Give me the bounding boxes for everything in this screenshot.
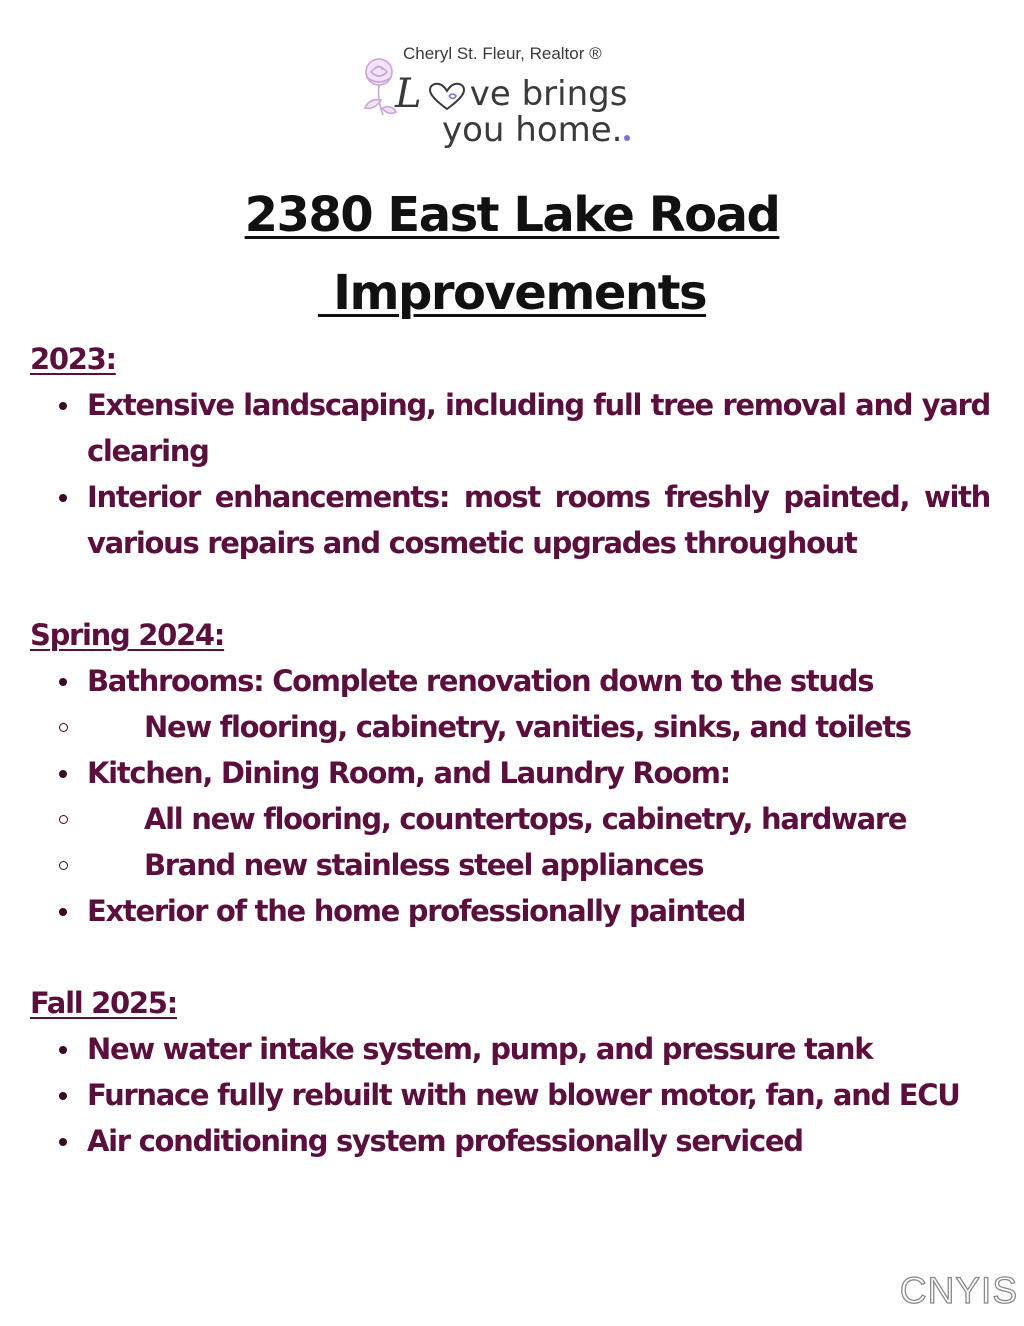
section-spacer (30, 566, 990, 612)
logo-tagline-line2 (442, 110, 630, 150)
list-item: Furnace fully rebuilt with new blower motor, fan, and ECU (30, 1072, 990, 1118)
list-item: Exterior of the home professionally painted (30, 888, 990, 934)
sub-list-item-text: Brand new stainless steel appliances (144, 848, 704, 882)
section-2023 (30, 336, 990, 566)
sub-list (30, 796, 990, 888)
list-item: Interior enhancements: most rooms freshly painted, with various repairs and cosmetic upgrades throughout (30, 474, 990, 566)
list-item (30, 750, 990, 888)
section-spring-2024 (30, 612, 990, 934)
logo-letter: L (395, 71, 422, 117)
list-item-text: Kitchen, Dining Room, and Laundry Room: (30, 750, 990, 796)
sub-list-item (30, 796, 990, 842)
list-item (30, 658, 990, 750)
sub-list (30, 704, 990, 750)
page-title-line: 2380 East Lake Road (244, 187, 780, 243)
sub-list-item (30, 704, 990, 750)
page-title-line: Improvements (317, 265, 707, 321)
list-item: New water intake system, pump, and pressure tank (30, 1026, 990, 1072)
section-heading: 2023: (30, 342, 116, 376)
sub-list-item (30, 842, 990, 888)
improvements-list (30, 336, 990, 1164)
logo-dot-icon (624, 135, 630, 141)
item-list (30, 1026, 990, 1164)
logo-agent-name: Cheryl St. Fleur, Realtor ® (403, 44, 602, 63)
item-list (30, 382, 990, 566)
list-item-text: Bathrooms: Complete renovation down to the studs (30, 658, 990, 704)
section-heading: Fall 2025: (30, 986, 177, 1020)
item-list (30, 658, 990, 934)
section-heading: Spring 2024: (30, 618, 225, 652)
section-spacer (30, 934, 990, 980)
heart-icon (427, 82, 467, 112)
logo-tagline-line2-text: you home. (442, 110, 623, 150)
sub-list-item-text: New flooring, cabinetry, vanities, sinks, and toilets (144, 710, 911, 744)
list-item: Air conditioning system professionally serviced (30, 1118, 990, 1164)
list-item: Extensive landscaping, including full tree removal and yard clearing (30, 382, 990, 474)
mls-watermark: CNYIS (899, 1270, 1018, 1311)
page-title (0, 176, 1024, 332)
logo-tagline-rest: ve brings (469, 74, 628, 114)
realtor-logo (355, 40, 675, 155)
sub-list-item-text: All new flooring, countertops, cabinetry, hardware (144, 802, 907, 836)
section-fall-2025 (30, 980, 990, 1164)
